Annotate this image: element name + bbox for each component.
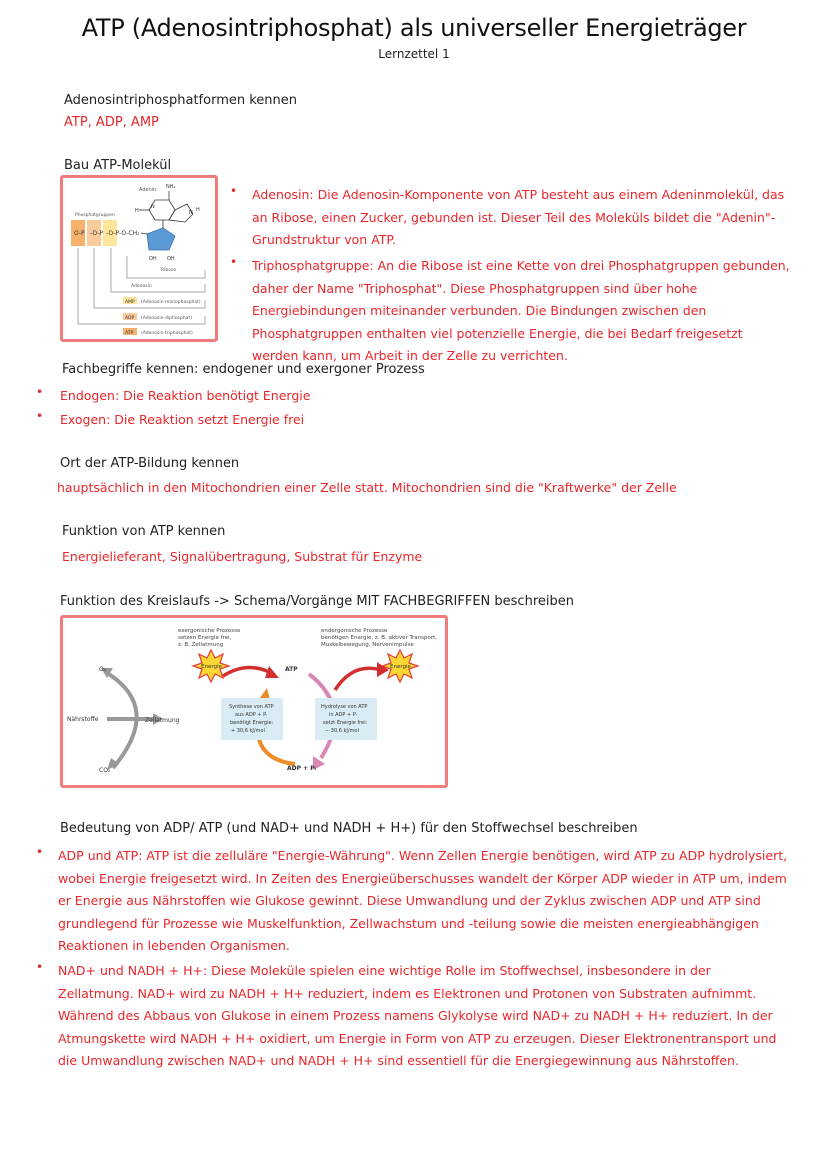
atp-cycle-figure (60, 615, 448, 788)
bedeutung-bullet-2: • NAD+ und NADH + H+: Diese Moleküle spielen eine wichtige Rolle im Stoffwechsel, insbesondere in der Zellatmung. NAD+ wird zu NADH + H+ reduziert, indem es Elektronen und Protonen von Substraten aufnimmt. Während des Abbaus von Glukose in einem Prozess namens Glykolyse wird NAD+ zu NADH + H+ reduziert. In der Atmungskette wird NADH + H+ oxidiert, um Energie in Form von ATP zu erzeugen. Dieser Elektronentransport und die Umwandlung zwischen NAD+ und NADH + H+ sind essentiell für die Energiegewinnung aus Nährstoffen. (36, 960, 788, 1073)
fachbegriffe-bullet-2-text: Exogen: Die Reaktion setzt Energie frei (60, 412, 305, 427)
svg-text:-O-CH₂: -O-CH₂ (119, 230, 140, 237)
figure-label-phosphatgruppen: Phosphatgruppen (75, 213, 115, 218)
cycle-label-exergon-1: exergonische Prozesse (178, 628, 241, 634)
ribose-ring (147, 228, 175, 250)
cycle-hydrolyse-2: in ADP + Pᵢ (329, 712, 357, 718)
svg-text:H: H (135, 208, 139, 214)
bedeutung-bullet-1-text: ADP und ATP: ATP ist die zelluläre "Energie-Währung". Wenn Zellen Energie benötigen, wird ATP zu ADP hydrolysiert, wobei Energie freigesetzt wird. In Zeiten des Energieüberschusses wandelt der Körper ADP wieder in ATP um, indem er Energie aus Nährstoffen wie Glukose gewinnt. Diese Umwandlung und der Zyklus zwischen ADP und ATP sind grundlegend für Prozesse wie Muskelfunktion, Zellwachstum und -teilung sowie die meisten energieabhängigen Reaktionen in lebenden Organismen. (58, 848, 788, 953)
figure-label-adenosin: Adenosin (131, 284, 152, 289)
cycle-label-co2: CO₂ (99, 767, 111, 774)
cycle-label-endergon-1: endergonische Prozesse (321, 628, 388, 634)
bau-bullet-2-text: Triphosphatgruppe: An die Ribose ist eine Kette von drei Phosphatgruppen gebunden, daher der Name "Triphosphat". Diese Phosphatgruppen sind über hohe Energiebindungen miteinander verbunden. Die Bindungen zwischen den Phosphatgruppen enthalten viel potenzielle Energie, die bei Bedarf freigesetzt werden kann, um Arbeit in der Zelle zu verrichten. (252, 258, 790, 363)
svg-text:OH: OH (167, 256, 175, 262)
cycle-label-adp-pi: ADP + Pᵢ (287, 765, 316, 772)
bau-bullet-1-text: Adenosin: Die Adenosin-Komponente von ATP besteht aus einem Adeninmolekül, das an Ribose, einen Zucker, gebunden ist. Dieser Teil des Moleküls bildet die "Adenin"-Grundstruktur von ATP. (252, 187, 785, 247)
svg-text:-O-P: -O-P (90, 230, 104, 237)
section-heading-kreislauf: Funktion des Kreislaufs -> Schema/Vorgänge MIT FACHBEGRIFFEN beschreiben (60, 594, 574, 609)
bedeutung-bullet-1: • ADP und ATP: ATP ist die zelluläre "Energie-Währung". Wenn Zellen Energie benötigen, wird ATP zu ADP hydrolysiert, wobei Energie freigesetzt wird. In Zeiten des Energieüberschusses wandelt der Körper ADP wieder in ATP um, indem er Energie aus Nährstoffen wie Glukose gewinnt. Diese Umwandlung und der Zyklus zwischen ADP und ATP sind grundlegend für Prozesse wie Muskelfunktion, Zellwachstum und -teilung sowie die meisten energieabhängigen Reaktionen in lebenden Organismen. (36, 845, 788, 958)
section-heading-funktion: Funktion von ATP kennen (62, 524, 226, 539)
cycle-label-naehrstoffe: Nährstoffe (67, 716, 99, 723)
fachbegriffe-bullet-1-text: Endogen: Die Reaktion benötigt Energie (60, 388, 311, 403)
cycle-hydrolyse-4: − 30,6 kJ/mol (325, 728, 359, 734)
bedeutung-bullet-2-text: NAD+ und NADH + H+: Diese Moleküle spielen eine wichtige Rolle im Stoffwechsel, insbesondere in der Zellatmung. NAD+ wird zu NADH + H+ reduziert, indem es Elektronen und Protonen von Substraten aufnimmt. Während des Abbaus von Glukose in einem Prozess namens Glykolyse wird NAD+ zu NADH + H+ reduziert. In der Atmungskette wird NADH + H+ oxidiert, um Energie in Form von ATP zu erzeugen. Dieser Elektronentransport und die Umwandlung zwischen NAD+ und NADH + H+ sind essentiell für die Energiegewinnung aus Nährstoffen. (58, 963, 777, 1068)
figure-label-ribose: Ribose (161, 268, 177, 273)
figure-label-amp: AMP (125, 300, 135, 305)
cycle-label-endergon-3: Muskelbewegung, Nervenimpulse (321, 642, 414, 648)
ort-text: hauptsächlich in den Mitochondrien einer Zelle statt. Mitochondrien sind die "Kraftwerke" der Zelle (57, 480, 677, 495)
atp-molecule-figure (60, 175, 218, 342)
atp-cycle-diagram (63, 618, 445, 785)
section-heading-bau: Bau ATP-Molekül (64, 158, 172, 173)
cycle-synthese-4: + 30,6 kJ/mol (231, 728, 265, 734)
cycle-label-exergon-2: setzen Energie frei, (178, 635, 232, 641)
figure-label-nh2: NH₂ (166, 184, 176, 190)
bau-bullet-1: • Adenosin: Die Adenosin-Komponente von ATP besteht aus einem Adeninmolekül, das an Ribose, einen Zucker, gebunden ist. Dieser Teil des Moleküls bildet die "Adenin"-Grundstruktur von ATP. (230, 184, 790, 252)
cycle-label-energie-right: Energie (390, 664, 411, 670)
page-subtitle: Lernzettel 1 (378, 47, 450, 61)
atp-molecule-diagram (63, 178, 215, 339)
cycle-label-energie-left: Energie (201, 664, 222, 670)
cycle-label-atp: ATP (285, 666, 298, 673)
cycle-hydrolyse-1: Hydrolyse von ATP (321, 704, 368, 710)
section-heading-ort: Ort der ATP-Bildung kennen (60, 456, 240, 471)
energy-out-arc (335, 668, 381, 690)
funktion-text: Energielieferant, Signalübertragung, Substrat für Enzyme (62, 549, 423, 564)
cycle-synthese-1: Synthese von ATP (229, 704, 274, 710)
svg-text:-O-P: -O-P (106, 230, 120, 237)
cycle-hydrolyse-3: setzt Energie frei: (323, 720, 368, 726)
bau-bullet-2: • Triphosphatgruppe: An die Ribose ist eine Kette von drei Phosphatgruppen gebunden, daher der Name "Triphosphat". Diese Phosphatgruppen sind über hohe Energiebindungen miteinander verbunden. Die Bindungen zwischen den Phosphatgruppen enthalten viel potenzielle Energie, die bei Bedarf freigesetzt werden kann, um Arbeit in der Zelle zu verrichten. (230, 255, 790, 368)
cycle-synthese-2: aus ADP + Pᵢ (235, 712, 267, 718)
figure-label-adp: ADP (125, 316, 135, 321)
svg-text:H: H (196, 207, 200, 213)
figure-label-atp: ATP (125, 331, 134, 336)
fachbegriffe-bullet-2: • Exogen: Die Reaktion setzt Energie frei (36, 409, 736, 432)
figure-label-adenin: Adenin (139, 187, 157, 193)
figure-label-amp-desc: (Adenosin-monophosphat) (141, 300, 201, 305)
section-heading-fachbegriffe: Fachbegriffe kennen: endogener und exergoner Prozess (62, 362, 425, 377)
svg-text:N: N (189, 210, 193, 216)
cycle-label-o2: O₂ (99, 666, 107, 673)
svg-text:OH: OH (149, 256, 157, 262)
figure-label-adp-desc: (Adenosin-diphosphat) (141, 316, 192, 321)
cycle-label-endergon-2: benötigen Energie, z. B. aktiver Transport, (321, 635, 438, 641)
formen-text: ATP, ADP, AMP (64, 115, 159, 130)
section-heading-bedeutung: Bedeutung von ADP/ ATP (und NAD+ und NADH + H+) für den Stoffwechsel beschreiben (60, 821, 638, 836)
section-heading-formen: Adenosintriphosphatformen kennen (64, 93, 298, 108)
fachbegriffe-bullet-1: • Endogen: Die Reaktion benötigt Energie (36, 385, 736, 408)
svg-text:O-P: O-P (74, 230, 85, 237)
energy-in-arc (223, 667, 273, 676)
cycle-synthese-3: benötigt Energie: (230, 720, 274, 726)
cycle-label-exergon-3: z. B. Zellatmung (178, 642, 224, 648)
svg-text:N: N (151, 204, 155, 210)
page-title: ATP (Adenosintriphosphat) als universeller Energieträger (81, 14, 747, 42)
cycle-label-zellatmung: Zellatmung (145, 717, 180, 724)
figure-label-atp-desc: (Adenosin-triphosphat) (141, 331, 193, 336)
